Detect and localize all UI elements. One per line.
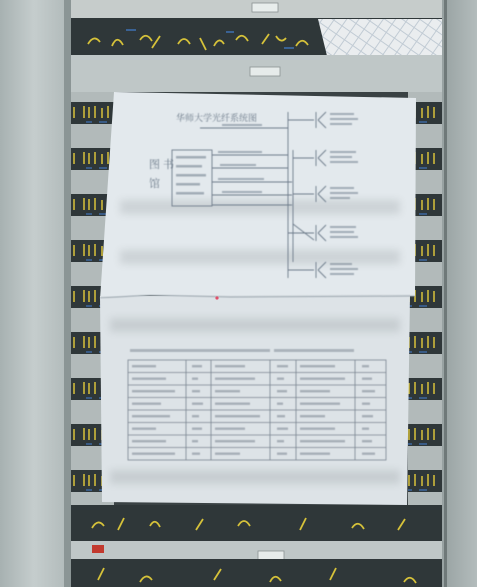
table-cell-text — [192, 365, 202, 367]
cabinet-left-panel — [0, 0, 68, 587]
table-cell-text — [300, 365, 335, 367]
table-cell-text — [215, 403, 250, 405]
table-cell-text — [277, 403, 283, 405]
table-cell-text — [362, 415, 373, 417]
table-cell-text — [362, 440, 372, 442]
table-cell-text — [362, 428, 369, 430]
diagram-sheet — [100, 92, 416, 299]
table-cell-text — [300, 390, 330, 392]
table-cell-text — [132, 390, 175, 392]
table-cell-text — [192, 403, 203, 405]
table-cell-text — [277, 415, 285, 417]
table-cell-text — [215, 378, 255, 380]
table-cell-text — [215, 428, 245, 430]
table-cell-text — [132, 365, 156, 367]
table-cell-text — [362, 378, 372, 380]
table-cell-text — [132, 440, 166, 442]
rack-label-plate — [258, 551, 284, 560]
table-cell-text — [192, 453, 200, 455]
table-cell-text — [300, 428, 335, 430]
table-cell-text — [132, 453, 175, 455]
table-cell-text — [277, 378, 284, 380]
rack-shelf-band — [68, 541, 444, 559]
table-cell-text — [132, 428, 156, 430]
table-cell-text — [192, 378, 198, 380]
table-cell-text — [362, 403, 370, 405]
table-cell-text — [300, 453, 330, 455]
cabinet-right-panel — [442, 0, 477, 587]
patch-panel-row — [68, 559, 444, 587]
patch-panel-row — [68, 505, 444, 541]
table-cell-text — [277, 390, 287, 392]
table-cell-text — [192, 428, 202, 430]
table-cell-text — [215, 390, 240, 392]
table-cell-text — [277, 365, 288, 367]
rack-label-plate — [252, 3, 278, 12]
table-cell-text — [300, 378, 345, 380]
table-cell-text — [300, 440, 345, 442]
cabinet-right-edge — [444, 0, 447, 587]
laser-dot — [215, 296, 218, 299]
red-tag — [92, 545, 104, 553]
table-cell-text — [277, 440, 284, 442]
library-label: 图书馆 — [149, 158, 177, 190]
table-cell-text — [215, 440, 255, 442]
table-cell-text — [192, 440, 198, 442]
table-cell-text — [215, 415, 260, 417]
table-cell-text — [362, 365, 369, 367]
table-caption — [130, 349, 354, 352]
table-cell-text — [132, 415, 170, 417]
table-cell-text — [277, 453, 287, 455]
table-cell-text — [215, 365, 245, 367]
table-cell-text — [215, 453, 240, 455]
rack-label-plate — [250, 67, 280, 76]
table-cell-text — [132, 403, 161, 405]
table-cell-text — [192, 390, 200, 392]
table-cell-text — [277, 428, 288, 430]
table-cell-text — [362, 453, 375, 455]
table-cell-text — [192, 415, 199, 417]
table-cell-text — [300, 403, 340, 405]
table-cell-text — [362, 390, 375, 392]
cabinet-left-edge — [64, 0, 71, 587]
table-cell-text — [132, 378, 166, 380]
table-cell-text — [300, 415, 325, 417]
diagram-title: 华师大学光纤系统图 — [176, 114, 258, 124]
